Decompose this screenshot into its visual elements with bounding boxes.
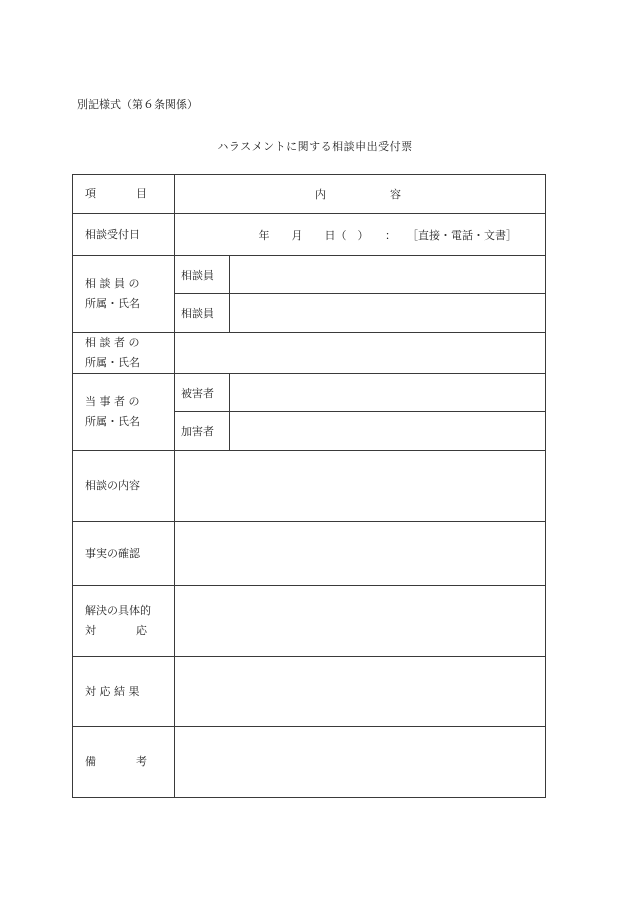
resolution-label xyxy=(73,586,175,657)
staff-label-line-2: 所属・氏名 xyxy=(85,297,140,310)
result-field[interactable] xyxy=(175,657,546,727)
row-parties-1 xyxy=(73,374,546,412)
victim-field[interactable] xyxy=(230,374,546,412)
header-item-cell xyxy=(73,175,175,214)
form-title: ハラスメントに関する相談申出受付票 xyxy=(217,140,413,153)
consulter-field[interactable] xyxy=(175,333,546,374)
row-consultation-content xyxy=(73,451,546,522)
resolution-label-line-1: 解決の具体的 xyxy=(85,604,151,617)
remarks-label-char-2: 考 xyxy=(136,755,147,768)
row-staff-1 xyxy=(73,256,546,294)
row-remarks xyxy=(73,727,546,798)
header-content-char-1: 内 xyxy=(315,188,326,201)
staff-sub-label-1: 相談員 xyxy=(175,256,230,294)
consulter-label-line-1: 相 談 者 の xyxy=(85,336,140,349)
consulter-label-line-2: 所属・氏名 xyxy=(85,356,140,369)
staff-label xyxy=(73,256,175,333)
row-result xyxy=(73,657,546,727)
row-consulter xyxy=(73,333,546,374)
result-label: 対 応 結 果 xyxy=(73,657,175,727)
perpetrator-label: 加害者 xyxy=(175,412,230,451)
header-item-char-1: 項 xyxy=(85,187,96,200)
consulter-label xyxy=(73,333,175,374)
fact-check-field[interactable] xyxy=(175,522,546,586)
header-item-char-2: 目 xyxy=(136,187,147,200)
victim-label: 被害者 xyxy=(175,374,230,412)
reception-date-field[interactable]: 年 月 日（ ） ： ［直接・電話・文書］ xyxy=(175,214,546,256)
consultation-content-field[interactable] xyxy=(175,451,546,522)
consultation-content-label: 相談の内容 xyxy=(73,451,175,522)
resolution-label-char-1: 対 xyxy=(85,624,96,637)
row-fact-check xyxy=(73,522,546,586)
parties-label-line-2: 所属・氏名 xyxy=(85,415,140,428)
header-content-cell xyxy=(175,175,546,214)
staff-sub-label-2: 相談員 xyxy=(175,294,230,333)
parties-label xyxy=(73,374,175,451)
remarks-field[interactable] xyxy=(175,727,546,798)
resolution-label-char-2: 応 xyxy=(136,624,147,637)
staff-field-1[interactable] xyxy=(230,256,546,294)
parties-label-line-1: 当 事 者 の xyxy=(85,395,140,408)
resolution-field[interactable] xyxy=(175,586,546,657)
staff-label-line-1: 相 談 員 の xyxy=(85,277,140,290)
perpetrator-field[interactable] xyxy=(230,412,546,451)
consultation-form-table xyxy=(72,174,546,798)
fact-check-label: 事実の確認 xyxy=(73,522,175,586)
staff-field-2[interactable] xyxy=(230,294,546,333)
form-header: 別記様式（第６条関係） xyxy=(77,98,198,111)
header-row xyxy=(73,175,546,214)
row-resolution xyxy=(73,586,546,657)
remarks-label xyxy=(73,727,175,798)
row-reception-date xyxy=(73,214,546,256)
remarks-label-char-1: 備 xyxy=(85,755,96,768)
reception-date-label: 相談受付日 xyxy=(73,214,175,256)
header-content-char-2: 容 xyxy=(390,188,401,201)
